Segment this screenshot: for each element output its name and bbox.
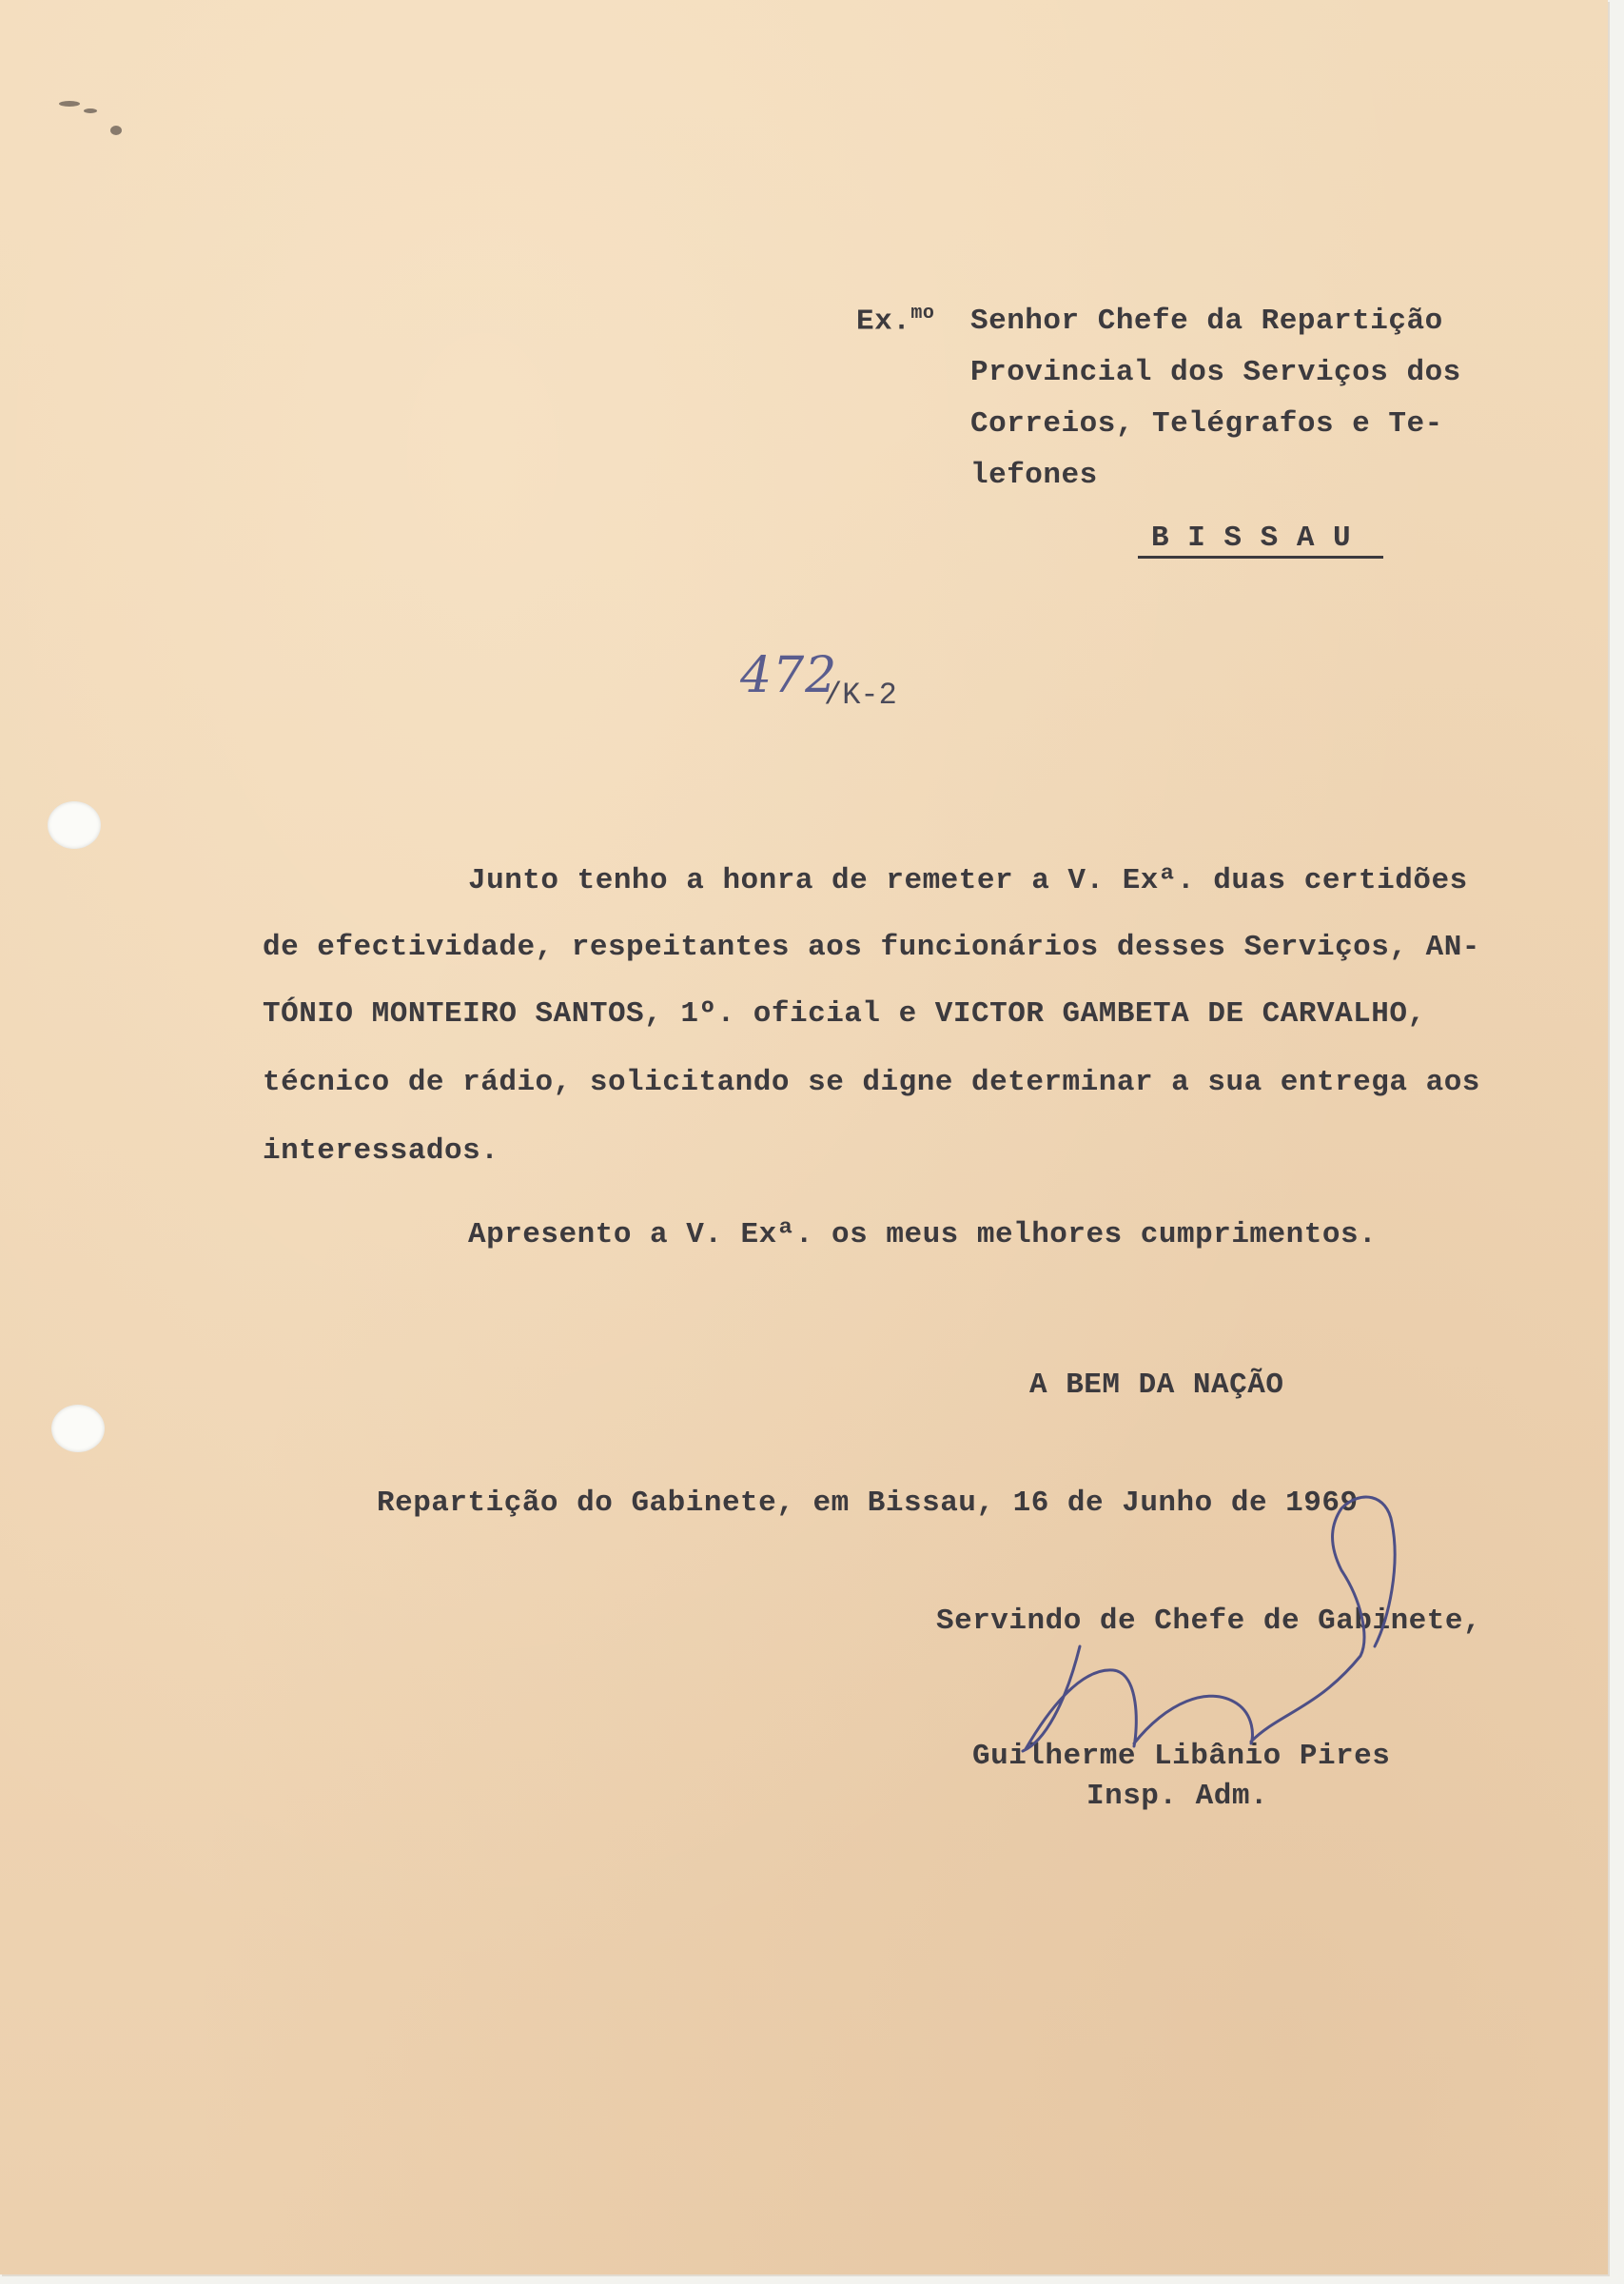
addressee-city: B I S S A U — [1151, 522, 1352, 555]
salutation-superscript: mo — [910, 303, 935, 325]
signer-role: Servindo de Chefe de Gabinete, — [936, 1605, 1482, 1638]
addressee-line: Correios, Telégrafos e Te- — [970, 407, 1443, 441]
signer-title: Insp. Adm. — [1086, 1780, 1269, 1813]
body-line: TÓNIO MONTEIRO SANTOS, 1º. oficial e VICTOR GAMBETA DE CARVALHO, — [263, 997, 1426, 1031]
addressee-line: Senhor Chefe da Repartição — [970, 305, 1443, 338]
body-line: técnico de rádio, solicitando se digne determinar a sua entrega aos — [263, 1066, 1480, 1099]
reference-handwritten-number: 472 — [740, 647, 838, 704]
body-line: de efectividade, respeitantes aos funcionários desses Serviços, AN- — [263, 931, 1480, 964]
motto: A BEM DA NAÇÃO — [1029, 1368, 1284, 1402]
body-line: Junto tenho a honra de remeter a V. Exª. duas certidões — [468, 864, 1468, 897]
addressee-line: lefones — [970, 459, 1098, 492]
addressee-line: Provincial dos Serviços dos — [970, 356, 1461, 389]
reference-typed-suffix: /K-2 — [824, 678, 897, 713]
signer-name: Guilherme Libânio Pires — [972, 1740, 1391, 1773]
place-date-line: Repartição do Gabinete, em Bissau, 16 de Junho de 1969 — [377, 1487, 1359, 1520]
greeting-line: Apresento a V. Exª. os meus melhores cumprimentos. — [468, 1218, 1378, 1251]
body-line: interessados. — [263, 1134, 499, 1168]
addressee-salutation: Ex.$^{mo}$ — [856, 303, 935, 339]
